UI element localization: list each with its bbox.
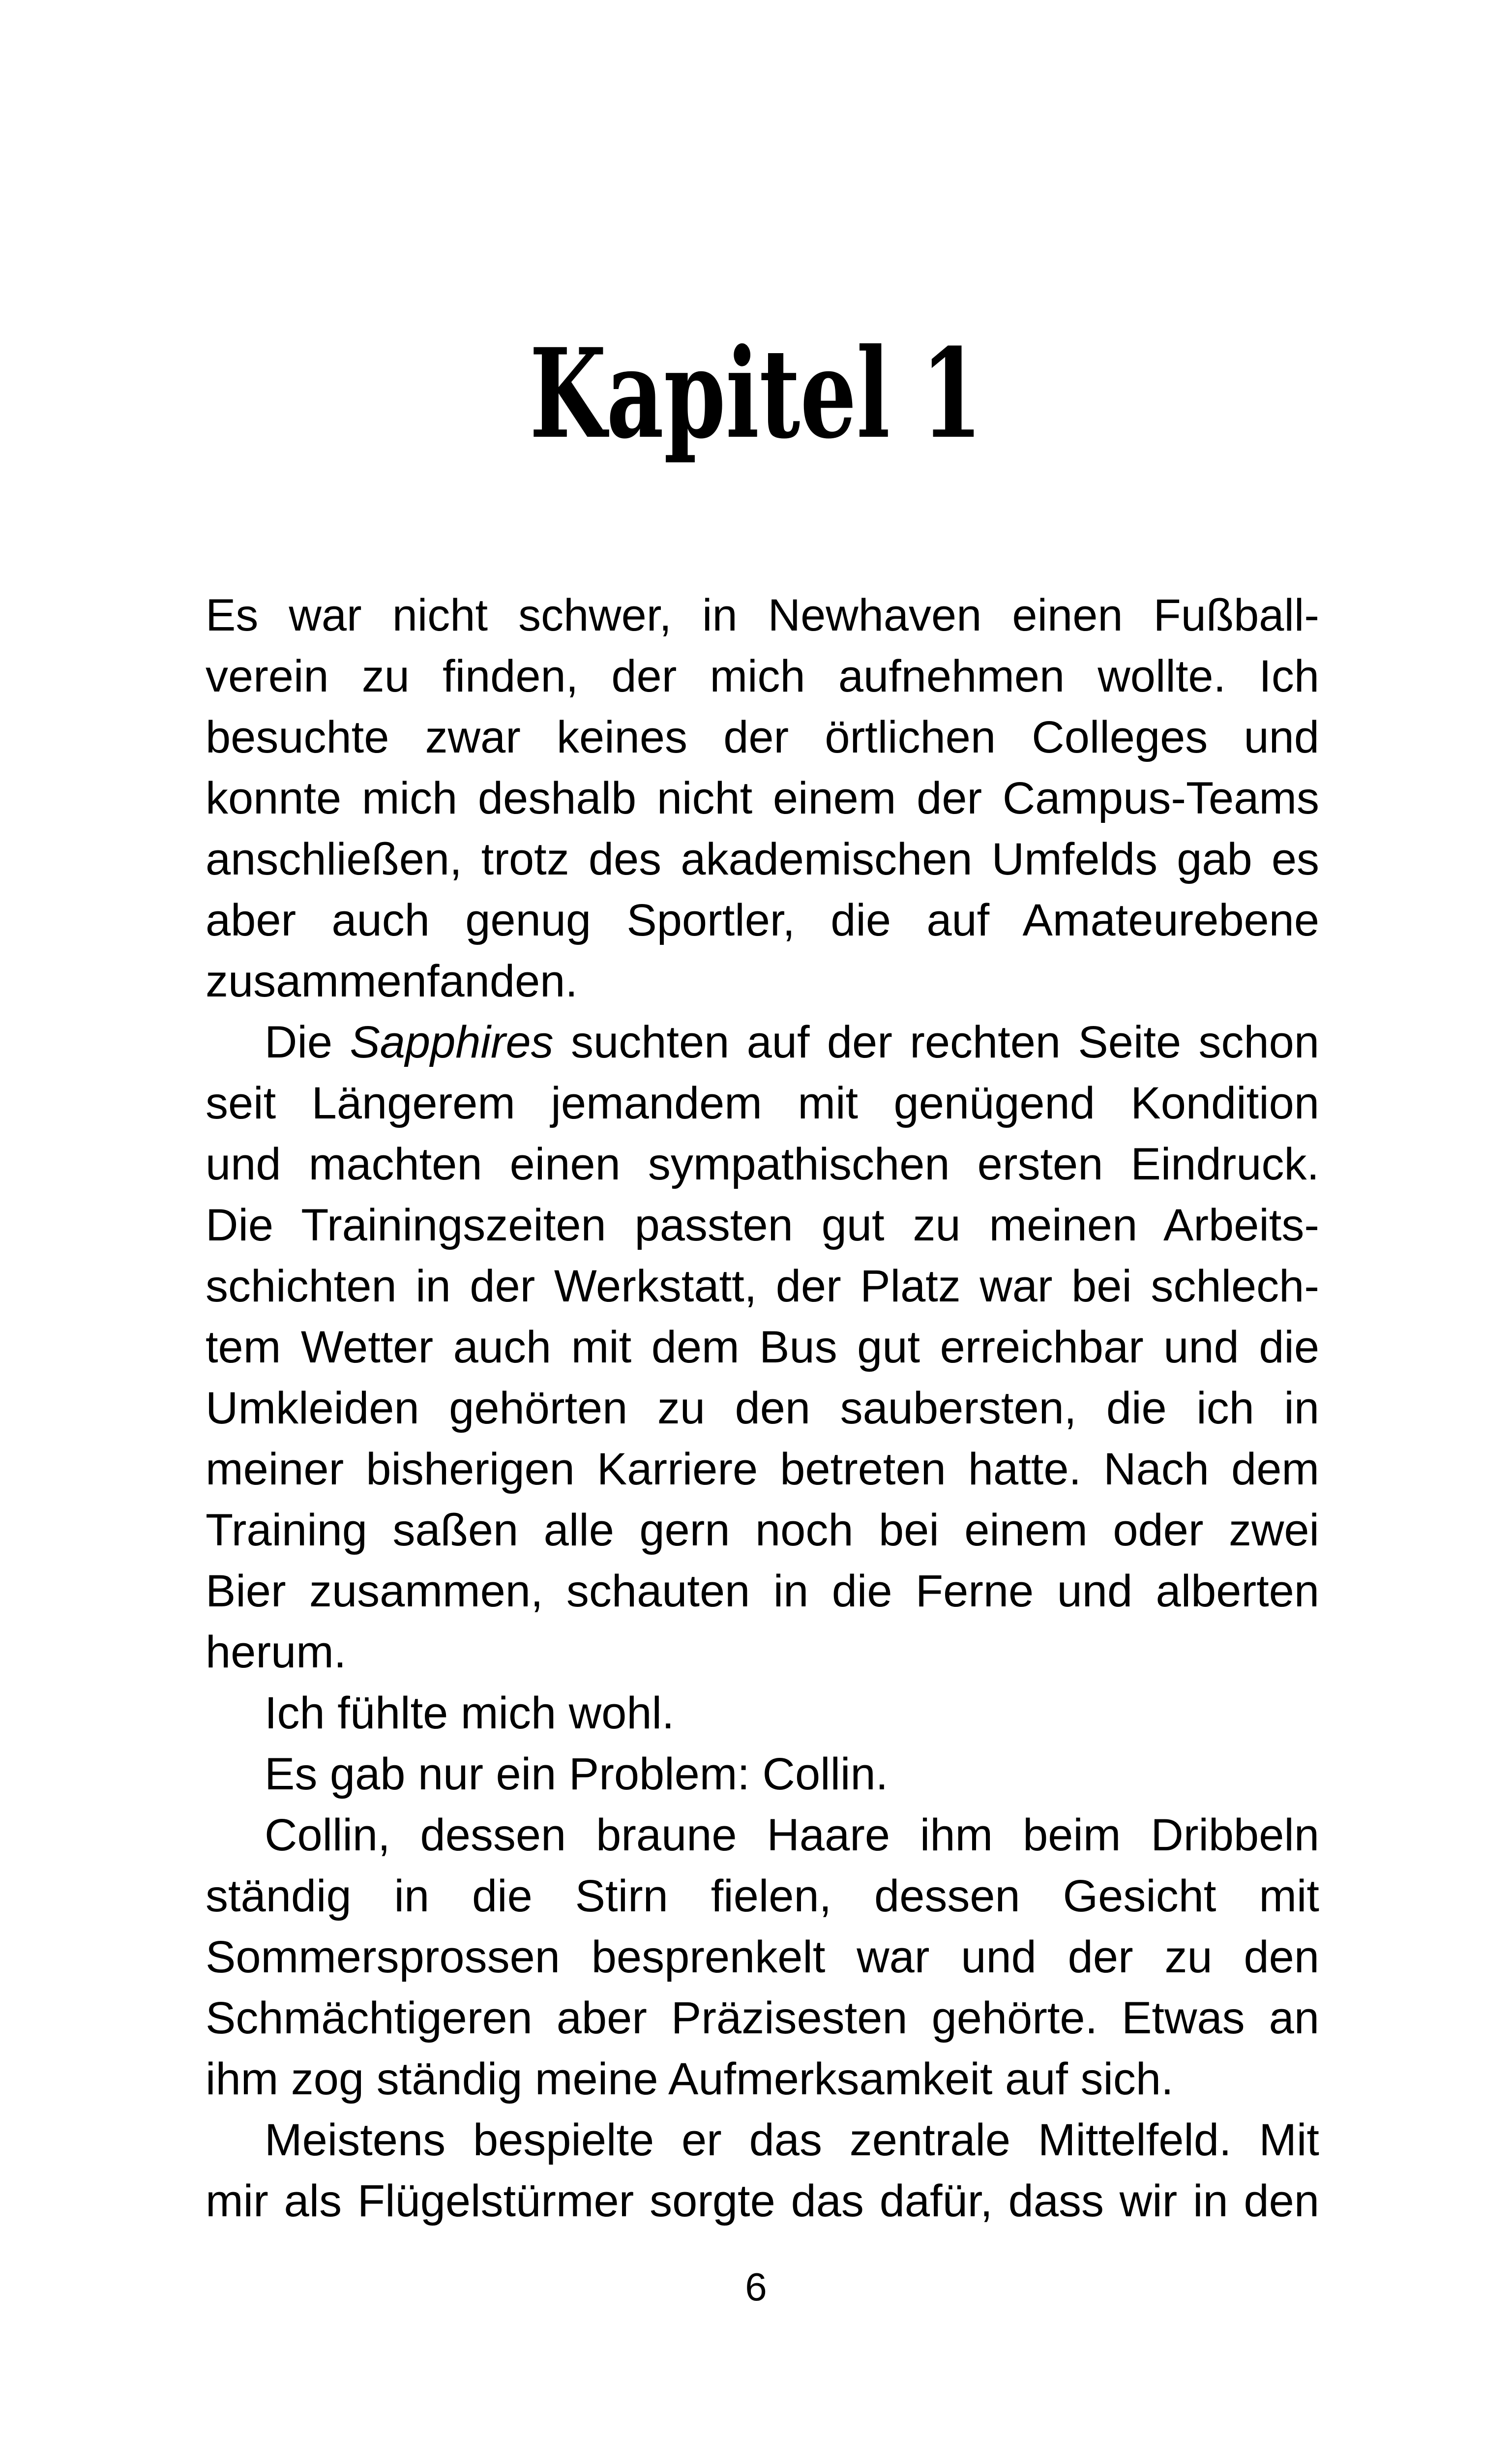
text-line: meiner bisherigen Karriere betreten hatte. Nach dem (206, 1444, 1319, 1494)
text-line: Schmächtigeren aber Präzisesten gehörte. Etwas an (206, 1993, 1319, 2043)
text-line: und machten einen sympathischen ersten Eindruck. (206, 1139, 1319, 1189)
text-line: anschließen, trotz des akademischen Umfelds gab es (206, 834, 1319, 884)
page-number: 6 (745, 2265, 767, 2309)
text-line: Training saßen alle gern noch bei einem oder zwei (206, 1505, 1319, 1555)
text-line: ständig in die Stirn fielen, dessen Gesicht mit (206, 1871, 1319, 1921)
text-span: suchten auf der rechten Seite schon (553, 1017, 1319, 1067)
text-line: tem Wetter auch mit dem Bus gut erreichbar und die (206, 1322, 1319, 1372)
text-span: Die (265, 1017, 350, 1067)
text-line: verein zu finden, der mich aufnehmen wollte. Ich (206, 651, 1319, 701)
text-line: Sommersprossen besprenkelt war und der zu den (206, 1932, 1319, 1982)
body-text (206, 585, 1319, 2232)
text-line: seit Längerem jemandem mit genügend Kondition (206, 1078, 1319, 1128)
text-line: zusammenfanden. (206, 956, 578, 1006)
text-line: Ich fühlte mich wohl. (265, 1688, 675, 1738)
text-line: Bier zusammen, schauten in die Ferne und alberten (206, 1566, 1319, 1616)
text-line: aber auch genug Sportler, die auf Amateurebene (206, 895, 1319, 945)
text-line: schichten in der Werkstatt, der Platz war bei schlech- (206, 1261, 1319, 1311)
text-line: mir als Flügelstürmer sorgte das dafür, dass wir in den (206, 2176, 1319, 2226)
text-line: Umkleiden gehörten zu den saubersten, die ich in (206, 1383, 1319, 1433)
chapter-title: Kapitel 1 (529, 321, 983, 466)
text-line: ihm zog ständig meine Aufmerksamkeit auf sich. (206, 2054, 1174, 2104)
text-line: Es war nicht schwer, in Newhaven einen Fußball- (206, 590, 1319, 640)
text-line (206, 1012, 1319, 1073)
text-line: Collin, dessen braune Haare ihm beim Dribbeln (265, 1810, 1319, 1860)
text-line: Die Trainingszeiten passten gut zu meinen Arbeits- (206, 1200, 1319, 1250)
text-line: konnte mich deshalb nicht einem der Campus-Teams (206, 773, 1319, 823)
text-line: Meistens bespielte er das zentrale Mittelfeld. Mit (265, 2115, 1319, 2165)
text-line: herum. (206, 1627, 347, 1677)
text-line: besuchte zwar keines der örtlichen Colleges und (206, 712, 1319, 762)
text-line: Es gab nur ein Problem: Collin. (265, 1749, 889, 1799)
italic-team-name: Sapphires (350, 1017, 554, 1067)
